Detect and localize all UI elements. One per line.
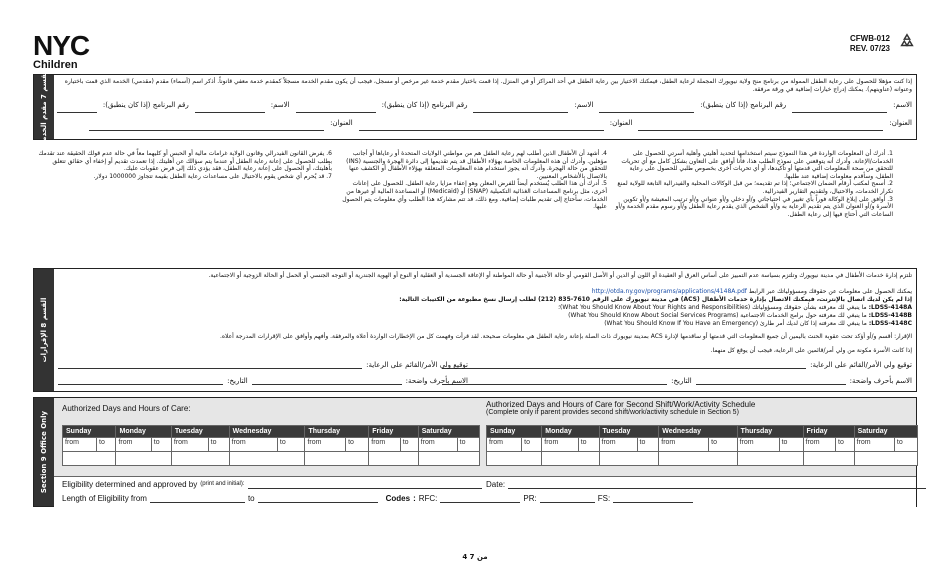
- day-blank-cell[interactable]: [803, 452, 854, 466]
- authorized-label: Authorized Days and Hours of Care:: [62, 404, 191, 413]
- date-2-label: التاريخ:: [227, 377, 248, 385]
- affirmation: الإقرار: أقسم و/أو أؤكد تحت عقوبة الحنث باليمين أن جميع المعلومات التي قدمتها أو ساقدمها لإدارة ACS بمدينة نيويورك ذات الصلة بإعانة رعاية الطفل هي معلومات صحيحة. لقد قرأت وفهمت كل من الإخطارات الواردة أعلاه والمرفقة. وأفهم وأوافق على الإقرارات المدرجة أعلاه.: [219, 333, 912, 340]
- codes-label: Codes: [385, 494, 411, 503]
- provider-1-program-input[interactable]: [599, 101, 694, 113]
- day-blank-cell[interactable]: [599, 452, 659, 466]
- booklet-4148c-text: ما ينبغي لك معرفته إذا كان لديك أمر طارئ (What You Should Know If You Have an Emergency): [604, 320, 867, 327]
- length-row: Length of Eligibility from to Codes : RFC: PR: FS:: [62, 494, 926, 503]
- eligibility-row: [62, 480, 482, 489]
- booklet-4148a: [58, 304, 912, 312]
- eligibility-input[interactable]: [248, 480, 482, 489]
- provider-name-row: [32, 101, 912, 113]
- day-header-thursday: Thursday: [305, 426, 369, 438]
- day-from-input[interactable]: from: [63, 438, 97, 452]
- rfc-input[interactable]: [440, 494, 520, 503]
- day-header-saturday: Saturday: [418, 426, 479, 438]
- section-8: [33, 268, 917, 392]
- day-from-input[interactable]: from: [737, 438, 779, 452]
- fs-label: FS:: [597, 494, 611, 503]
- notices-column-2: [342, 150, 607, 211]
- day-to-input[interactable]: to: [709, 438, 737, 452]
- booklet-4148b-code: LDSS-4148B:: [868, 312, 912, 319]
- pr-input[interactable]: [540, 494, 595, 503]
- day-blank-cell[interactable]: [63, 452, 116, 466]
- day-from-input[interactable]: from: [229, 438, 277, 452]
- signature-2-input[interactable]: [58, 361, 362, 369]
- day-blank-cell[interactable]: [659, 452, 737, 466]
- day-blank-cell[interactable]: [116, 452, 171, 466]
- day-blank-cell[interactable]: [229, 452, 305, 466]
- day-blank-cell[interactable]: [418, 452, 479, 466]
- rights-info: [58, 288, 912, 296]
- logo-nyc-text: NYC: [33, 30, 90, 61]
- day-to-input[interactable]: to: [522, 438, 542, 452]
- notice-7: 7. قد يُحرم أي شخص يقوم بالاحتيال على مساعدات رعاية الطفل بقيمة تتجاوز 1000000 دولار.: [93, 172, 332, 180]
- notices-column-1: [615, 150, 893, 218]
- days-blank-row: [487, 452, 918, 466]
- provider-3-name-label: الاسم:: [270, 101, 290, 109]
- section-9-tab: Section 9 Office Only: [34, 398, 54, 506]
- eligibility-block: [54, 476, 916, 508]
- rights-info-text: يمكنك الحصول على معلومات عن حقوقك ومسؤولياتك عبر الرابط: [748, 288, 912, 295]
- day-to-input[interactable]: to: [836, 438, 855, 452]
- day-to-input[interactable]: to: [578, 438, 599, 452]
- section-7: [33, 68, 917, 146]
- day-header-tuesday: Tuesday: [599, 426, 659, 438]
- provider-1-name-label: الاسم:: [893, 101, 912, 109]
- rfc-label: RFC:: [418, 494, 438, 503]
- length-to-label: to: [247, 494, 255, 503]
- booklet-4148c: [58, 320, 912, 328]
- provider-2-address-input[interactable]: [359, 119, 604, 131]
- provider-3-program-label: رقم البرنامج (إذا كان ينطبق):: [102, 101, 189, 109]
- day-from-input[interactable]: from: [659, 438, 709, 452]
- day-header-sunday: Sunday: [487, 426, 542, 438]
- notices-block: [33, 146, 917, 266]
- section-9: [33, 397, 917, 507]
- day-header-monday: Monday: [542, 426, 599, 438]
- printed-name-2-input[interactable]: [252, 377, 402, 385]
- pr-label: PR:: [523, 494, 537, 503]
- recycle-icon: [898, 32, 916, 50]
- day-to-input[interactable]: to: [151, 438, 171, 452]
- printed-name-2-label: الاسم بأحرف واضحة:: [405, 377, 468, 385]
- day-from-input[interactable]: from: [803, 438, 836, 452]
- booklet-4148b-text: ما ينبغي لك معرفته حول برامج الخدمات الاجتماعية (What You Should Know About Social Services Programs): [568, 312, 867, 319]
- day-header-wednesday: Wednesday: [659, 426, 737, 438]
- provider-2-name-input[interactable]: [473, 101, 568, 113]
- notice-3: 3. أوافق على إبلاغ الوكالة فوراً بأي تغيير في احتياجاتي و/أو دخلي و/أو عنواني و/أو ترتيب المعيشة و/أو تكوين الأسرة و/أو العنوان الذي يتم تقديم الرعاية به و/أو الشخص الذي يقدم رعاية الطفل و/أو رسوم مقدم الخدمة و/أو الساعات التي أحتاج فيها إلى رعاية الطفل.: [615, 195, 893, 218]
- day-from-input[interactable]: from: [854, 438, 894, 452]
- printed-name-1-input[interactable]: [696, 377, 846, 385]
- length-to-input[interactable]: [258, 494, 378, 503]
- both-parents-note: إذا كانت الأسرة مكونة من ولي أمر/قائمين على الرعاية، فيجب أن يوقع كل منهما.: [710, 347, 912, 354]
- day-header-thursday: Thursday: [737, 426, 803, 438]
- days-hours-row: [63, 438, 480, 452]
- days-header-row: [487, 426, 918, 438]
- second-shift-label: Authorized Days and Hours of Care for Second Shift/Work/Activity Schedule: [486, 400, 756, 409]
- eligibility-label: Eligibility determined and approved by: [62, 480, 198, 489]
- day-blank-cell[interactable]: [369, 452, 418, 466]
- day-header-friday: Friday: [803, 426, 854, 438]
- day-to-input[interactable]: to: [894, 438, 917, 452]
- booklet-4148a-code: LDSS-4148A:: [868, 304, 912, 311]
- provider-3-name-input[interactable]: [195, 101, 265, 113]
- eligibility-date-input[interactable]: [508, 480, 926, 489]
- signature-2-label: توقيع ولي الأمر/القائم على الرعاية:: [366, 361, 468, 369]
- booklet-request: إذا لم يكن لديك اتصال بالإنترنت، فيمكنك الاتصال بإدارة خدمات الأطفال (ACS) في مدينة نيويورك على الرقم 7610-835 (212) لطلب إرسال نسخ مطبوعة من الكتيبات التالية:: [399, 296, 912, 303]
- provider-2-address-label: العنوان:: [609, 119, 633, 127]
- section-8-tab: القسم 8 الإقرارات: [34, 269, 54, 391]
- day-from-input[interactable]: from: [305, 438, 346, 452]
- day-from-input[interactable]: from: [542, 438, 578, 452]
- booklet-4148b: [58, 312, 912, 320]
- printed-name-1-label: الاسم بأحرف واضحة:: [849, 377, 912, 385]
- provider-2-name-label: الاسم:: [574, 101, 594, 109]
- days-hours-row: [487, 438, 918, 452]
- provider-1-address-input[interactable]: [638, 119, 883, 131]
- booklet-4148a-text: ما ينبغي لك معرفته بشأن حقوقك ومسؤولياتك (What You Should Know About Your Rights and Responsibilities)؛: [558, 304, 867, 311]
- provider-3-address-label: العنوان:: [330, 119, 353, 127]
- day-to-input[interactable]: to: [400, 438, 418, 452]
- day-blank-cell[interactable]: [171, 452, 229, 466]
- notices-column-3: [37, 150, 332, 180]
- day-blank-cell[interactable]: [737, 452, 803, 466]
- form-revision: REV. 07/23: [849, 44, 890, 53]
- eligibility-date-row: [486, 480, 926, 489]
- provider-1-name-input[interactable]: [792, 101, 887, 113]
- provider-address-row: [32, 119, 912, 131]
- date-1-input[interactable]: [442, 377, 667, 385]
- provider-3-program-input[interactable]: [57, 101, 97, 113]
- date-1-label: التاريخ:: [671, 377, 692, 385]
- signature-row-1: [442, 361, 912, 369]
- fs-input[interactable]: [613, 494, 693, 503]
- day-from-input[interactable]: from: [599, 438, 637, 452]
- day-from-input[interactable]: from: [116, 438, 151, 452]
- day-blank-cell[interactable]: [305, 452, 369, 466]
- provider-3-address-input[interactable]: [89, 119, 324, 131]
- nondiscrimination-statement: تلتزم إدارة خدمات الأطفال في مدينة نيويورك وتلتزم بسياسة عدم التمييز على أساس العرق أو العقيدة أو اللون أو الدين أو الأصل القومي أو حالة الأجنبية أو حالة المواطنة أو الإعاقة الجسدية أو العقلية أو النوع أو الهوية الجندرية أو التوجه الجنسي أو الحمل أو الحالة الزوجية أو الاجتماعية.: [208, 272, 912, 279]
- booklet-4148c-code: LDSS-4148C:: [868, 320, 912, 327]
- printed-name-row-1: [442, 377, 912, 385]
- day-to-input[interactable]: to: [277, 438, 305, 452]
- day-to-input[interactable]: to: [346, 438, 369, 452]
- signature-row-2: [58, 361, 468, 369]
- notice-1: 1. أدرك أن المعلومات الواردة في هذا النموذج سيتم استخدامها لتحديد أهليتي وأهلية أسرتي للحصول على الخدمات/الإعانة. وأدرك أنه يتوقعني على نموذج الطلب هذا، فأنا أوافق على التعاون بشكل كامل مع أي تحريات للتحقق من صحة المعلومات التي قدمتها أو تأكيدها، أو أي تحريات أخرى بخصوص طلبي للحصول على رعاية الطفل، وسأقدم معلومات إضافية عند طلبها.: [621, 150, 893, 180]
- logo-children-text: Children: [33, 59, 78, 71]
- notice-4: 4. أشهد أن الأطفال الذين أطلب لهم رعاية الطفل هم من مواطني الولايات المتحدة أو رعاياها أو أجانب مؤهلين. وأدرك أن هذه المعلومات الخاصة بهؤلاء الأطفال قد يتم تقديمها إلى دائرة الهجرة والجنسية (INS) للتحقق من حالة الهجرة. وأدرك أنه يجوز استخدام هذه المعلومات المتعلقة بهؤلاء الأطفال أو الكشف عنها بالاتصال بالأشخاص المعنيين.: [346, 150, 607, 180]
- day-to-input[interactable]: to: [457, 438, 479, 452]
- signature-1-input[interactable]: [442, 361, 806, 369]
- provider-2-program-label: رقم البرنامج (إذا كان ينطبق):: [381, 101, 468, 109]
- day-to-input[interactable]: to: [208, 438, 229, 452]
- second-shift-note: (Complete only if parent provides second shift/work/activity schedule in Section 5): [486, 409, 739, 416]
- section-7-tab: القسم 7 مقدم الخدمة: [34, 75, 54, 139]
- form-code: CFWB-012: [849, 34, 890, 43]
- printed-name-row-2: [58, 377, 468, 385]
- notice-2: 2. أسمح لمكتب أرقام الضمان الاجتماعي؛ إذا تم تقديمه؛ من قبل الوكالات المحلية والفيدرالية التابعة للولاية لمنع تكرار الخدمات، والاحتيال، ولتقديم التقارير الفيدرالية.: [617, 180, 893, 195]
- authorized-days-table: [62, 425, 480, 466]
- notice-6: 6. يفرض القانون الفيدرالي وقانون الولاية غرامات مالية أو الحبس أو كليهما معاً في حالة عدم قولك الحقيقة عند تقدمك بطلب للحصول على إعانة رعاية الطفل أو عندما يتم سؤالك عن أهليتك. إذا تعمدت تقديم أو إخفاء أي حقائق تتعلق بأهليتك، أو الحصول على إعانة رعاية الطفل، فقد يؤدي ذلك إلى فرض عقوبات عليك.: [38, 150, 332, 173]
- page-number: 4 من 7: [462, 553, 488, 561]
- section-7-intro: إذا كنت مؤهلا للحصول على رعاية الطفل الممولة من برنامج منح ولاية نيويورك المجملة لرعاية الطفل، فيمكنك الاختيار بين رعاية الطفل في أحد المراكز أو في المنزل. إذا قمت باختيار مقدم خدمة غير مرخص أو مسجل، فيجب أن يكون مقدم الخدمة مسجلاً كمقدم خدمة معفي قانوناً. أذكر اسم (أسماء) مقدم (مقدمي) الخدمة الذي قمت باختياره وعنوانه (عناوينهم). يمكنك إدراج خيارات إضافية في ورقة مرفقة.: [64, 78, 912, 93]
- day-blank-cell[interactable]: [487, 452, 542, 466]
- eligibility-date-label: Date:: [486, 480, 506, 489]
- rights-link[interactable]: http://otda.ny.gov/programs/applications/4148A.pdf: [591, 288, 747, 295]
- provider-1-program-label: رقم البرنامج (إذا كان ينطبق):: [700, 101, 787, 109]
- day-blank-cell[interactable]: [542, 452, 599, 466]
- day-header-friday: Friday: [369, 426, 418, 438]
- day-header-tuesday: Tuesday: [171, 426, 229, 438]
- day-from-input[interactable]: from: [369, 438, 400, 452]
- day-from-input[interactable]: from: [171, 438, 208, 452]
- day-to-input[interactable]: to: [97, 438, 116, 452]
- eligibility-note: (print and initial):: [200, 481, 245, 487]
- day-to-input[interactable]: to: [779, 438, 803, 452]
- day-header-wednesday: Wednesday: [229, 426, 305, 438]
- notice-5: 5. أدرك أن هذا الطلب يُستخدم أيضاً للفرض المعلن وهو إعفاء مزايا رعاية الطفل. للحصول على إعانات أخرى، مثل برنامج المساعدات الغذائية التكميلية (SNAP) أو (Medicaid) أو المساعدة المالية أو غيرها من الخدمات، سأحتاج إلى تقديم طلبات إضافية. ومع ذلك، قد تتم مشاركة هذا الطلب وأي معلومات يتم الحصول عليها.: [342, 180, 607, 211]
- day-from-input[interactable]: from: [418, 438, 457, 452]
- day-header-saturday: Saturday: [854, 426, 917, 438]
- day-header-monday: Monday: [116, 426, 171, 438]
- second-shift-days-table: [486, 425, 918, 466]
- length-from-label: Length of Eligibility from: [62, 494, 147, 503]
- provider-1-address-label: العنوان:: [889, 119, 912, 127]
- day-to-input[interactable]: to: [637, 438, 659, 452]
- nyc-children-logo: [33, 30, 103, 71]
- day-blank-cell[interactable]: [854, 452, 917, 466]
- form-code-block: [850, 34, 890, 54]
- day-header-sunday: Sunday: [63, 426, 116, 438]
- signature-1-label: توقيع ولي الأمر/القائم على الرعاية:: [810, 361, 912, 369]
- day-from-input[interactable]: from: [487, 438, 522, 452]
- date-2-input[interactable]: [58, 377, 223, 385]
- length-from-input[interactable]: [150, 494, 245, 503]
- days-header-row: [63, 426, 480, 438]
- days-blank-row: [63, 452, 480, 466]
- provider-2-program-input[interactable]: [296, 101, 376, 113]
